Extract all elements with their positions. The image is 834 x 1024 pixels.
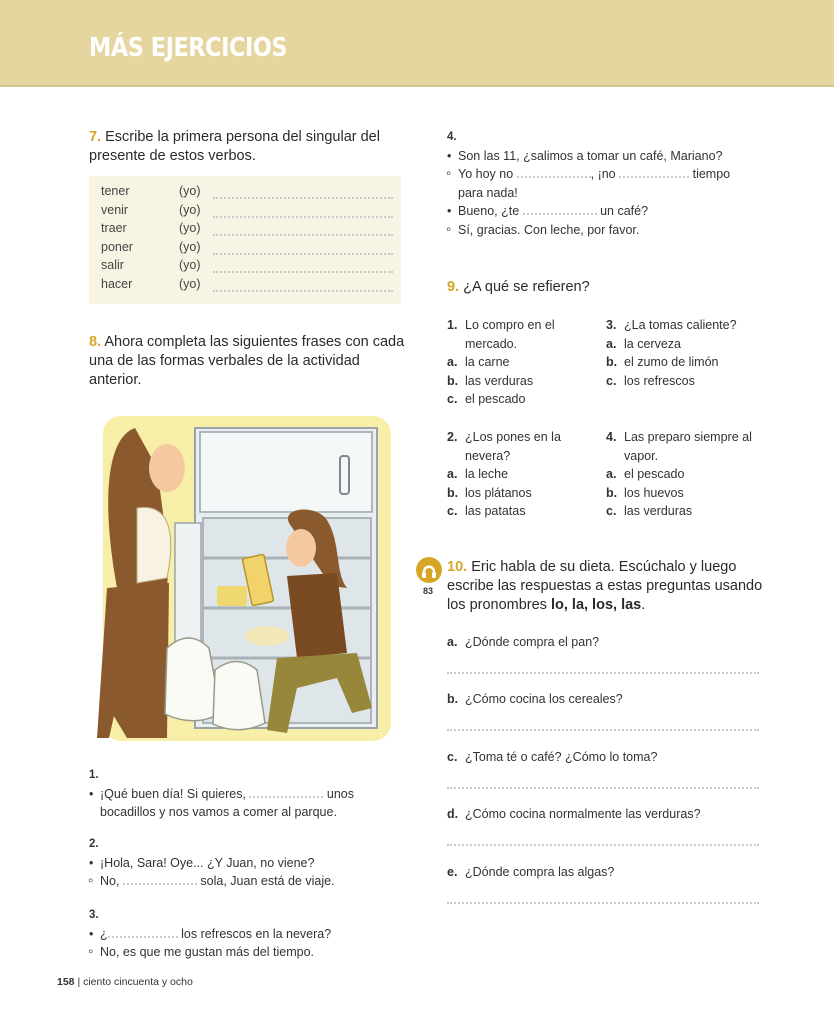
ex9-option[interactable]	[606, 465, 766, 484]
answer-blank[interactable]	[123, 873, 197, 885]
ex7-number: 7.	[89, 129, 102, 145]
food-item	[245, 626, 289, 646]
ex7-instruction	[89, 128, 409, 166]
question-letter: d.	[447, 807, 459, 821]
ex9-item-3	[606, 316, 766, 390]
answer-blank[interactable]	[619, 166, 689, 178]
line-text: tiempo para nada!	[458, 167, 731, 200]
ex10-question-b	[447, 692, 623, 706]
answer-blank[interactable]	[249, 786, 323, 798]
dialog-2	[89, 835, 409, 891]
line-text: los refrescos en la nevera?	[177, 926, 332, 941]
kneeling-woman-face	[286, 529, 316, 567]
question-letter: a.	[447, 635, 458, 649]
page-header	[0, 0, 834, 87]
line-text: Bueno, ¿te	[458, 204, 523, 219]
ex8-instruction-text: Ahora completa las siguientes frases con cada una de las formas verbales de la actividad anterior.	[89, 334, 405, 388]
ex9-title	[447, 278, 590, 297]
dialog-line: • ¡Hola, Sara! Oye... ¿Y Juan, no viene?	[89, 854, 409, 873]
option-letter: b.	[447, 485, 459, 500]
ex10-instruction-text: Eric habla de su dieta. Escúchalo y luego escribe las respuestas a estas preguntas usando los pronombres	[447, 559, 763, 613]
option-text: el pescado	[624, 467, 685, 482]
ex9-option[interactable]	[606, 372, 766, 391]
verb-label: poner	[101, 239, 133, 254]
ex9-option[interactable]	[447, 502, 587, 521]
item-number: 1.	[447, 318, 458, 332]
ex7-instruction-text: Escribe la primera persona del singular del presente de estos verbos.	[89, 129, 380, 164]
option-text: el pescado	[465, 392, 526, 407]
answer-line[interactable]	[447, 902, 759, 904]
verb-label: hacer	[101, 276, 133, 291]
option-text: las verduras	[624, 504, 693, 519]
option-text: las patatas	[465, 504, 526, 519]
option-letter: b.	[447, 373, 459, 388]
line-text: un café?	[596, 204, 649, 219]
line-text: Yo hoy no	[458, 167, 517, 182]
dialog-number: 3.	[89, 909, 99, 921]
ex10-question-c	[447, 750, 657, 764]
ex10-instruction-end: .	[641, 597, 646, 613]
question-text: ¿Dónde compra las algas?	[465, 865, 615, 879]
dialog-line	[89, 785, 409, 822]
ex8-instruction	[89, 333, 405, 390]
dialog-1	[89, 766, 409, 822]
dialog-number: 4.	[447, 131, 457, 143]
freezer-door	[200, 432, 372, 512]
option-text: la cerveza	[624, 336, 681, 351]
ex9-option[interactable]	[447, 484, 587, 503]
standing-woman-top	[137, 507, 171, 583]
line-text: ¡Qué buen día! Si quieres,	[100, 786, 250, 801]
answer-blank[interactable]	[213, 216, 393, 218]
pronoun-label: (yo)	[179, 276, 201, 291]
question-text: ¿La tomas caliente?	[624, 318, 737, 332]
item-number: 2.	[447, 430, 458, 444]
pronoun-label: (yo)	[179, 202, 201, 217]
answer-line[interactable]	[447, 787, 759, 789]
option-text: los plátanos	[465, 485, 532, 500]
ex9-question	[447, 428, 587, 465]
answer-blank[interactable]	[108, 926, 178, 938]
question-text: Lo compro en el mercado.	[465, 318, 555, 351]
option-text: las verduras	[465, 373, 534, 388]
pronoun-label: (yo)	[179, 221, 201, 235]
question-text: ¿Cómo cocina normalmente las verduras?	[465, 807, 701, 821]
line-text: unos bocadillos y nos vamos a comer al parque.	[100, 786, 354, 820]
ex9-option[interactable]	[447, 465, 587, 484]
ex9-option[interactable]	[447, 353, 587, 372]
ex9-question	[606, 316, 766, 335]
answer-blank[interactable]	[213, 253, 393, 255]
option-text: los refrescos	[624, 373, 695, 388]
dialog-line	[89, 872, 409, 891]
option-letter: a.	[447, 355, 458, 370]
shopping-bag	[213, 662, 265, 730]
page-number: 158	[57, 976, 75, 988]
line-text: No,	[100, 874, 123, 889]
page-title: MÁS EJERCICIOS	[89, 33, 288, 63]
ex9-item-4	[606, 428, 766, 521]
dialog-number: 2.	[89, 838, 99, 850]
ex10-instruction	[447, 558, 767, 615]
option-letter: a.	[606, 467, 617, 482]
line-text: sola, Juan está de viaje.	[196, 874, 335, 889]
ex9-option[interactable]	[606, 502, 766, 521]
answer-line[interactable]	[447, 729, 759, 731]
ex10-pronouns: lo, la, los, las	[550, 597, 642, 613]
ex10-question-d	[447, 807, 701, 821]
ex10-question-a	[447, 635, 599, 649]
option-text: el zumo de limón	[624, 355, 719, 370]
question-text: ¿Dónde compra el pan?	[465, 635, 600, 649]
ex8-number: 8.	[89, 334, 102, 350]
fridge-illustration	[97, 408, 395, 744]
ex9-question	[447, 316, 587, 353]
ex10-number: 10.	[447, 559, 468, 575]
ex10-question-e	[447, 865, 614, 879]
item-number: 4.	[606, 430, 617, 444]
item-number: 3.	[606, 318, 617, 332]
audio-track-number: 83	[423, 586, 434, 596]
page-footer: 158 | ciento cincuenta y ocho	[57, 976, 193, 988]
dialog-line: ◦ Sí, gracias. Con leche, por favor.	[447, 221, 747, 240]
ex9-option[interactable]	[447, 372, 587, 391]
option-letter: c.	[447, 504, 458, 519]
ex9-number: 9.	[447, 279, 460, 295]
ex9-option[interactable]	[606, 484, 766, 503]
ex9-option[interactable]	[606, 335, 766, 354]
question-text: Las preparo siempre al vapor.	[624, 430, 752, 463]
option-letter: a.	[606, 336, 617, 351]
ex9-option[interactable]	[447, 390, 587, 409]
dialog-line: ◦ No, es que me gustan más del tiempo.	[89, 943, 409, 962]
dialog-number: 1.	[89, 769, 99, 781]
kneeling-woman-top	[287, 573, 347, 658]
verb-label: salir	[101, 258, 124, 272]
option-letter: b.	[606, 485, 618, 500]
option-text: la leche	[465, 467, 509, 482]
audio-track-icon[interactable]	[415, 556, 443, 584]
answer-line[interactable]	[447, 844, 759, 846]
question-text: ¿Cómo cocina los cereales?	[465, 692, 623, 706]
standing-woman-face	[149, 444, 185, 492]
answer-blank[interactable]	[523, 203, 597, 215]
question-letter: b.	[447, 692, 459, 706]
dialog-line	[89, 925, 409, 944]
ex9-question	[606, 428, 766, 465]
pronoun-label: (yo)	[179, 239, 201, 254]
verb-label: tener	[101, 184, 130, 198]
ex9-title-text: ¿A qué se refieren?	[463, 279, 590, 295]
pronoun-label: (yo)	[179, 258, 201, 272]
verb-label: traer	[101, 221, 127, 235]
page-number-words: ciento cincuenta y ocho	[83, 976, 193, 988]
ex7-verb-box	[89, 176, 401, 304]
answer-blank[interactable]	[213, 271, 393, 273]
ex9-item-2	[447, 428, 587, 521]
dialog-line	[447, 202, 747, 221]
answer-line[interactable]	[447, 672, 759, 674]
option-text: los huevos	[624, 485, 684, 500]
answer-blank[interactable]	[213, 197, 393, 199]
answer-blank[interactable]	[213, 290, 393, 292]
line-text: ¿	[100, 926, 108, 941]
answer-blank[interactable]	[517, 166, 591, 178]
verb-label: venir	[101, 202, 129, 217]
option-letter: c.	[447, 392, 458, 407]
question-letter: e.	[447, 865, 458, 879]
dialog-line	[447, 165, 747, 202]
dialog-line: • Son las 11, ¿salimos a tomar un café, Mariano?	[447, 147, 747, 166]
ex9-item-1	[447, 316, 587, 409]
dialog-3	[89, 906, 409, 962]
ex9-option[interactable]	[606, 353, 766, 372]
option-text: la carne	[465, 355, 510, 370]
cheese-item	[217, 586, 247, 606]
dialog-4	[447, 128, 747, 240]
question-text: ¿Los pones en la nevera?	[465, 430, 561, 463]
option-letter: c.	[606, 504, 617, 519]
option-letter: c.	[606, 373, 617, 388]
answer-blank[interactable]	[213, 234, 393, 236]
question-letter: c.	[447, 750, 458, 764]
option-letter: a.	[447, 467, 458, 482]
question-text: ¿Toma té o café? ¿Cómo lo toma?	[465, 750, 658, 764]
line-text: , ¡no	[590, 167, 620, 182]
option-letter: b.	[606, 355, 618, 370]
pronoun-label: (yo)	[179, 184, 201, 198]
